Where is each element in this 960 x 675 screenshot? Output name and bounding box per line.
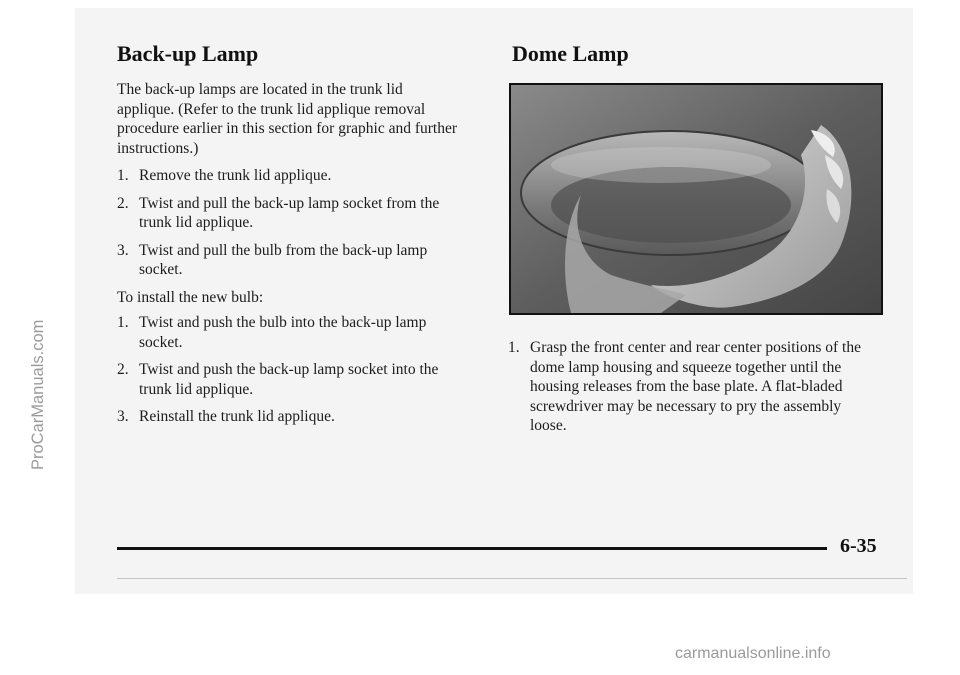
step-number: 1. [117,314,129,331]
section-heading-dome-lamp: Dome Lamp [512,41,629,66]
page-number: 6-35 [840,535,877,557]
dome-lamp-step [508,338,878,436]
dome-lamp-instructions [508,338,878,444]
step-number: 2. [117,361,129,378]
removal-step [117,166,462,186]
install-step [117,313,462,352]
step-text: Grasp the front center and rear center positions of the dome lamp housing and squeeze together until the housing releases from the base plate. A flat-bladed screwdriver may be necessary to pry the assembly loose. [530,339,861,434]
backup-lamp-intro: The back-up lamps are located in the trunk lid applique. (Refer to the trunk lid applique removal procedure earlier in this section for graphic and further instructions.) [117,81,457,157]
step-text: Twist and push the back-up lamp socket into the trunk lid applique. [139,361,439,398]
step-number: 1. [508,339,520,356]
hand-holding-dome-lamp-illustration [511,85,881,313]
removal-step [117,194,462,233]
removal-step [117,241,462,280]
step-text: Remove the trunk lid applique. [139,167,332,184]
step-text: Reinstall the trunk lid applique. [139,408,335,425]
step-number: 2. [117,194,129,212]
side-watermark: ProCarManuals.com [29,319,47,470]
step-number: 1. [117,167,129,184]
step-text: Twist and pull the back-up lamp socket from the trunk lid applique. [139,194,440,231]
backup-lamp-instructions [117,80,462,435]
step-text: Twist and pull the bulb from the back-up lamp socket. [139,241,428,278]
step-text: Twist and push the bulb into the back-up lamp socket. [139,314,427,351]
footer-faint-rule [117,578,907,579]
install-step [117,407,462,427]
footer-rule [117,547,827,550]
install-intro: To install the new bulb: [117,288,264,306]
step-number: 3. [117,408,129,425]
section-heading-backup-lamp: Back-up Lamp [117,41,259,66]
bottom-watermark: carmanualsonline.info [675,645,831,662]
step-number: 3. [117,241,129,259]
dome-lamp-photo [509,83,883,315]
install-step [117,360,462,399]
